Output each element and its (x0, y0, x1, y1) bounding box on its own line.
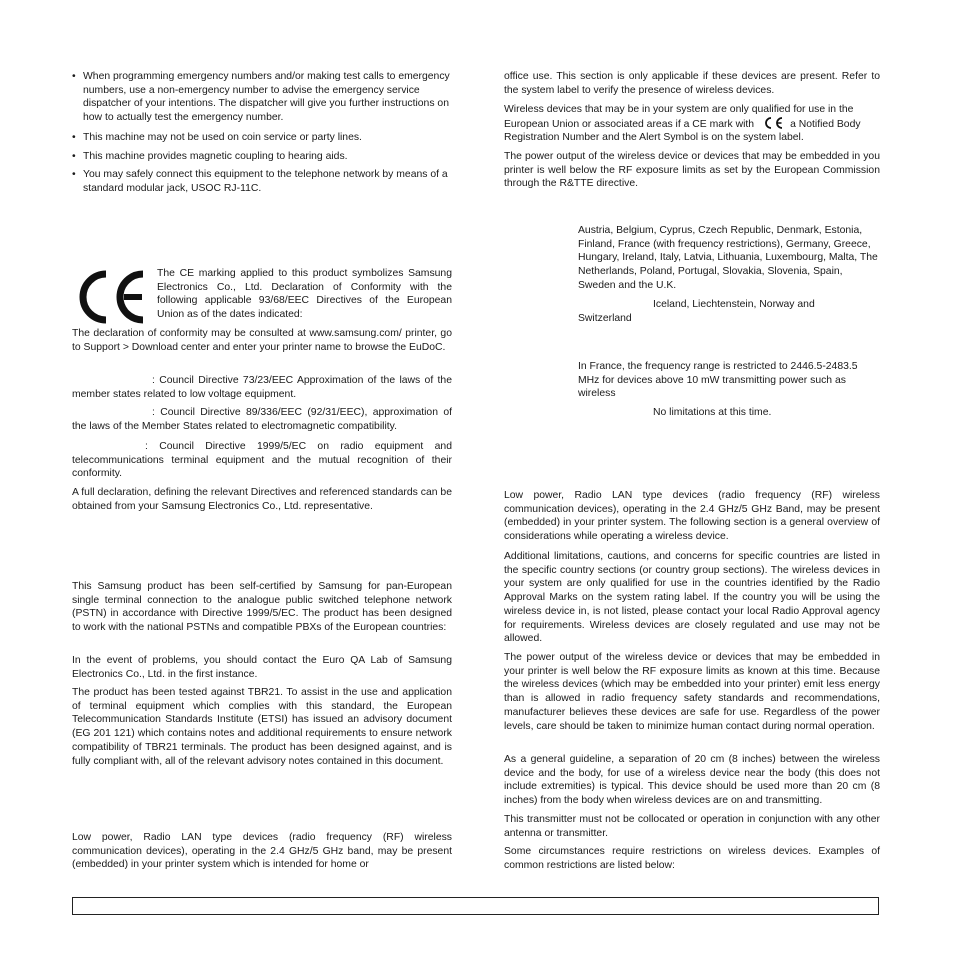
qualified-text-before: Wireless devices that may be in your system are only qualified for use in the European Union or associated areas if a CE mark with (504, 104, 854, 130)
ce-mark-icon (76, 270, 148, 324)
bullet-coin-service: • This machine may not be used on coin service or party lines. (72, 131, 452, 145)
directive-emc: : Council Directive 89/336/EEC (92/31/EEC), approximation of the laws of the Member States related to electromagnetic compatibility. (72, 407, 452, 432)
circumstances-paragraph: Some circumstances require restrictions on wireless devices. Examples of common restrictions are listed below: (504, 846, 880, 871)
bullet-text: When programming emergency numbers and/or making test calls to emergency numbers, use a non-emergency number to advise the emergency service dispatcher of your intentions. The dispatcher will give you further instructions on how to actually test the emergency number. (83, 71, 450, 124)
bullet-emergency-numbers: • When programming emergency numbers and/or making test calls to emergency numbers, use a non-emergency number to advise the emergency service dispatcher of your intentions. The dispatcher will give you further instructions on how to actually test the emergency number. (72, 70, 452, 125)
power-output-paragraph-1: The power output of the wireless device or devices that may be embedded in you printer is well below the RF exposure limits as set by the European Commission through the R&TTE directive. (504, 151, 880, 190)
transmitter-paragraph: This transmitter must not be collocated or operation in conjunction with any other antenna or transmitter. (504, 814, 880, 839)
france-restriction: In France, the frequency range is restricted to 2446.5-2483.5 MHz for devices above 10 mW transmitting power such as wireless (578, 361, 858, 400)
full-declaration-paragraph: A full declaration, defining the relevant Directives and referenced standards can be obtained from your Samsung Electronics Co., Ltd. representative. (72, 487, 452, 512)
footer-bar (72, 897, 879, 915)
tbr21-paragraph: The product has been tested against TBR21. To assist in the use and application of terminal equipment which complies with this standard, the European Telecommunication Standards Institute (ETSI) has issued an advisory document (EG 201 121) which contains notes and additional requirements to ensure network compatibility of TBR21 terminals. The product has been designed against, and is fully compliant with, all of the relevant advisory notes contained in this document. (72, 687, 452, 767)
pstn-paragraph: This Samsung product has been self-certified by Samsung for pan-European single terminal connection to the analogue public switched telephone network (PSTN) in accordance with Directive 1999/5/EC. The product has been designed to work with the national PSTNs and compatible PBXs of the European countries: (72, 581, 452, 634)
radio-lan-paragraph: Low power, Radio LAN type devices (radio frequency (RF) wireless communication devices), operating in the 2.4 GHz/5 GHz band, may be present (embedded) in your printer system which is intended for home or (72, 832, 452, 871)
bullet-hearing-aids: • This machine provides magnetic coupling to hearing aids. (72, 150, 452, 164)
countries-list: Austria, Belgium, Cyprus, Czech Republic, Denmark, Estonia, Finland, France (with frequency restrictions), Germany, Greece, Hungary, Ireland, Italy, Latvia, Lithuania, Luxembourg, Malta, The Netherlands, Poland, Portugal, Slovakia, Slovenia, Spain, Sweden and the U.K. (578, 225, 878, 291)
bullet-text: You may safely connect this equipment to the telephone network by means of a standard modular jack, USOC RJ-11C. (83, 169, 448, 194)
bullet-text: This machine provides magnetic coupling to hearing aids. (83, 151, 348, 162)
countries-list-2-a: Iceland, Liechtenstein, Norway and (653, 299, 815, 310)
bullet-modular-jack: • You may safely connect this equipment to the telephone network by means of a standard modular jack, USOC RJ-11C. (72, 168, 452, 195)
qualified-text-after: a Notified Body Registration Number and the Alert Symbol is on the system label. (504, 118, 861, 144)
countries-list-2-b: Switzerland (578, 313, 632, 324)
low-power-paragraph: Low power, Radio LAN type devices (radio frequency (RF) wireless communication devices), operating in the 2.4 GHz/5 GHz Band, may be present (embedded) in your printer system. The following section is a general overview of considerations while operating a wireless device. (504, 490, 880, 543)
power-output-paragraph-2: The power output of the wireless device or devices that may be embedded in your printer is well below the RF exposure limits as known at this time. Because the wireless devices (which may be embedded into your printer) emit less energy than is allowed in radio frequency safety standards and recommendations, manufacturer believes these devices are safe for use. Regardless of the power levels, care should be taken to minimize human contact during normal operation. (504, 652, 880, 732)
qualified-paragraph (504, 103, 880, 145)
no-limitations: No limitations at this time. (653, 407, 772, 418)
declaration-paragraph: The declaration of conformity may be consulted at www.samsung.com/ printer, go to Support > Download center and enter your printer name to browse the EuDoC. (72, 328, 452, 353)
directive-low-voltage: : Council Directive 73/23/EEC Approximation of the laws of the member states related to low voltage equipment. (72, 375, 452, 400)
ce-mark-small-icon (762, 117, 784, 129)
office-use-paragraph: office use. This section is only applicable if these devices are present. Refer to the system label to verify the presence of wireless devices. (504, 71, 880, 96)
bullet-text: This machine may not be used on coin service or party lines. (83, 132, 362, 143)
directive-rtte: : Council Directive 1999/5/EC on radio equipment and telecommunications terminal equipment and the mutual recognition of their conformity. (72, 441, 452, 480)
additional-limitations-paragraph: Additional limitations, cautions, and concerns for specific countries are listed in the specific country sections (or country group sections). The wireless devices in your system are only qualified for use in the countries identified by the Radio Approval Marks on the system rating label. If the country you will be using the wireless device in, is not listed, please contact your local Radio Approval agency for requirements. Wireless devices are closely regulated and use may not be allowed. (504, 551, 880, 645)
ce-marking-intro: The CE marking applied to this product symbolizes Samsung Electronics Co., Ltd. Declaration of Conformity with the following applicable 93/68/EEC Directives of the European Union as of the dates indicated: (157, 268, 452, 321)
problems-paragraph: In the event of problems, you should contact the Euro QA Lab of Samsung Electronics Co., Ltd. in the first instance. (72, 655, 452, 680)
guideline-paragraph: As a general guideline, a separation of 20 cm (8 inches) between the wireless device and the body, for use of a wireless device near the body (this does not include extremities) is typical. This device should be used more than 20 cm (8 inches) from the body when wireless devices are on and transmitting. (504, 754, 880, 807)
